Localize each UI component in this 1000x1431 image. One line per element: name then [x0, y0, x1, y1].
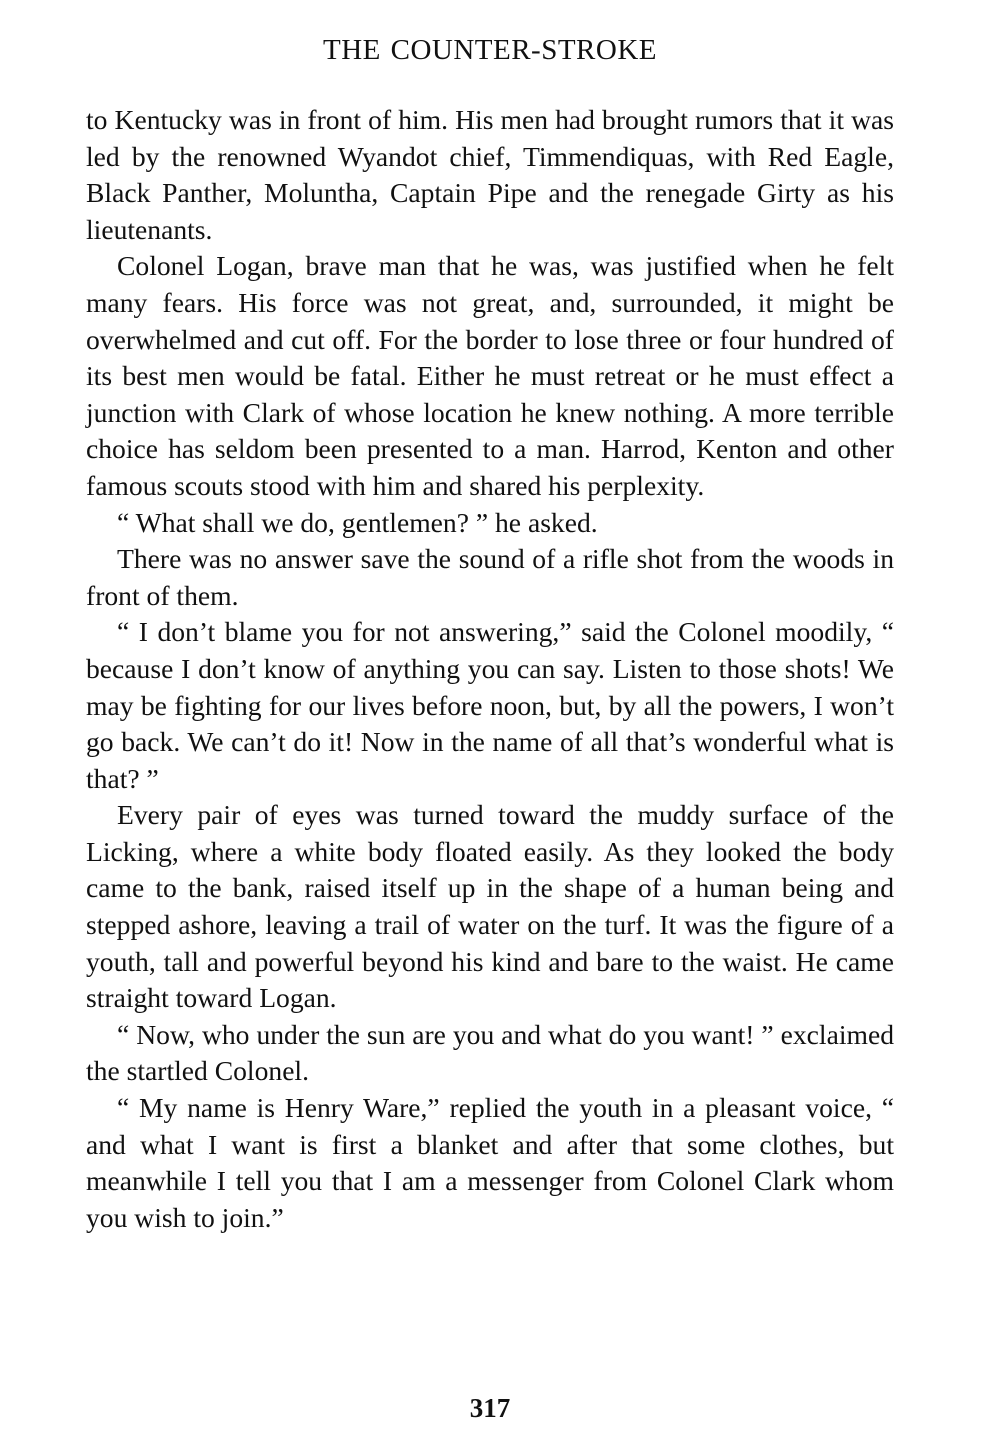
paragraph-7: “ Now, who under the sun are you and what do you want! ” exclaimed the startled Colonel.: [86, 1018, 894, 1087]
paragraph-2: Colonel Logan, brave man that he was, was justified when he felt many fears. His force was not great, and, surrounded, it might be overwhelmed and cut off. For the border to lose three or four hundred of its best men would be fatal. Either he must retreat or he must effect a junction with Clark of whose location he knew nothing. A more terrible choice has seldom been presented to a man. Harrod, Kenton and other famous scouts stood with him and shared his perplexity.: [86, 250, 894, 501]
paragraph-5: “ I don’t blame you for not answering,” said the Colonel moodily, “ because I don’t know of anything you can say. Listen to those shots! We may be fighting for our lives before noon, but, by all the powers, I won’t go back. We can’t do it! Now in the name of all that’s wonderful what is that? ”: [86, 616, 894, 794]
paragraph-8: “ My name is Henry Ware,” replied the youth in a pleasant voice, “ and what I want is first a blanket and after that some clothes, but meanwhile I tell you that I am a messenger from Colonel Clark whom you wish to join.”: [86, 1092, 894, 1233]
paragraph-6: Every pair of eyes was turned toward the muddy surface of the Licking, where a white body floated easily. As they looked the body came to the bank, raised itself up in the shape of a human being and stepped ashore, leaving a trail of water on the turf. It was the figure of a youth, tall and powerful beyond his kind and bare to the waist. He came straight toward Logan.: [86, 799, 894, 1014]
paragraph-3: “ What shall we do, gentlemen? ” he asked.: [117, 506, 598, 538]
book-page: [86, 28, 894, 1423]
page-number: 317: [469, 1393, 511, 1423]
body-text: [86, 102, 894, 1236]
paragraph-1: to Kentucky was in front of him. His men had brought rumors that it was led by the renowned Wyandot chief, Timmendiquas, with Red Eagle, Black Panther, Moluntha, Captain Pipe and the renegade Girty as his lieutenants.: [86, 104, 894, 245]
running-head: THE COUNTER-STROKE: [322, 34, 657, 66]
paragraph-4: There was no answer save the sound of a rifle shot from the woods in front of them.: [86, 543, 894, 611]
